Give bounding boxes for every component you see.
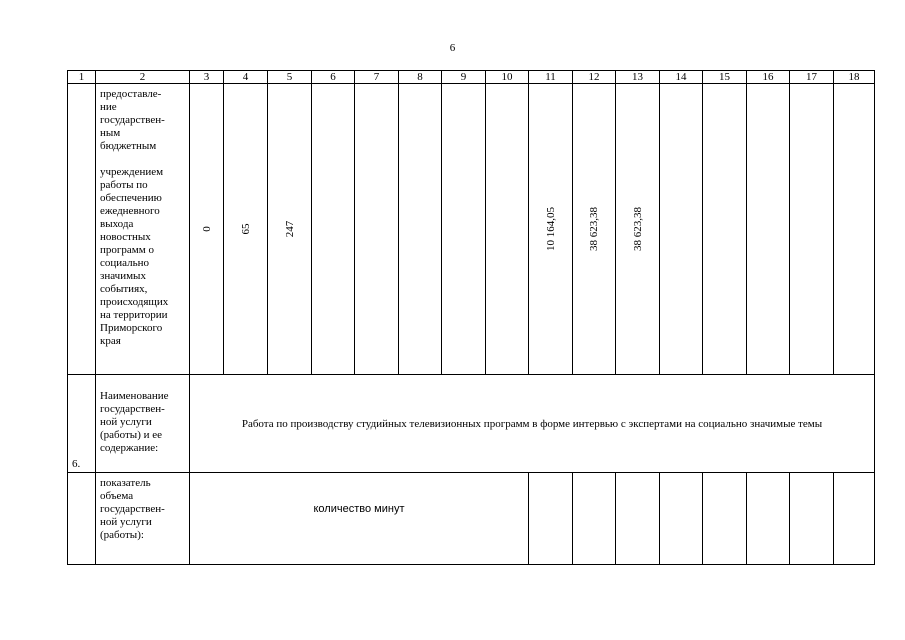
budget-table [67, 70, 875, 565]
header-cell: 15 [703, 71, 747, 84]
label-cell [96, 375, 190, 473]
value-col5: 247 [283, 220, 296, 238]
empty-cell [747, 473, 790, 565]
description-cell [96, 84, 190, 375]
row-number-cell [68, 84, 96, 375]
header-cell: 3 [190, 71, 224, 84]
header-cell: 6 [312, 71, 355, 84]
header-cell: 12 [573, 71, 616, 84]
description-text: предоставле- ние государствен- ным бюджетным учреждением работы по обеспечению ежедневного выхода новостных программ о социально значимых событиях, происходящих на территории Приморского края [100, 88, 169, 347]
row-number-cell: 6. [68, 375, 96, 473]
empty-cell [834, 84, 875, 375]
empty-cell [399, 84, 442, 375]
volume-indicator-label: показатель объема государствен- ной услуги (работы): [100, 477, 165, 541]
header-cell: 7 [355, 71, 399, 84]
empty-cell [703, 84, 747, 375]
header-cell: 4 [224, 71, 268, 84]
table-row [68, 375, 875, 473]
empty-cell [790, 473, 834, 565]
value-cell [224, 84, 268, 375]
empty-cell [747, 84, 790, 375]
value-col13: 38 623,38 [631, 207, 644, 251]
empty-cell [660, 84, 703, 375]
empty-cell [529, 473, 573, 565]
header-cell: 14 [660, 71, 703, 84]
row-number-cell [68, 473, 96, 565]
label-cell [96, 473, 190, 565]
empty-cell [660, 473, 703, 565]
header-cell: 13 [616, 71, 660, 84]
table-row [68, 473, 875, 565]
empty-cell [355, 84, 399, 375]
value-cell [616, 84, 660, 375]
service-name-value: Работа по производству студийных телевизионных программ в форме интервью с экспертами на социально значимые темы [190, 375, 875, 473]
service-name-label: Наименование государствен- ной услуги (работы) и ее содержание: [100, 390, 169, 454]
table-row [68, 84, 875, 375]
header-cell: 16 [747, 71, 790, 84]
header-row [68, 71, 875, 84]
value-col11: 10 164,05 [544, 207, 557, 251]
empty-cell [703, 473, 747, 565]
unit-cell [190, 473, 529, 565]
header-cell: 10 [486, 71, 529, 84]
header-cell: 1 [68, 71, 96, 84]
value-cell [573, 84, 616, 375]
empty-cell [312, 84, 355, 375]
header-cell: 8 [399, 71, 442, 84]
header-cell: 11 [529, 71, 573, 84]
empty-cell [486, 84, 529, 375]
empty-cell [790, 84, 834, 375]
empty-cell [616, 473, 660, 565]
value-cell [529, 84, 573, 375]
value-col3: 0 [200, 226, 213, 232]
empty-cell [573, 473, 616, 565]
value-cell [268, 84, 312, 375]
value-col4: 65 [239, 223, 252, 235]
empty-cell [442, 84, 486, 375]
header-cell: 9 [442, 71, 486, 84]
value-col12: 38 623,38 [588, 207, 600, 251]
header-cell: 5 [268, 71, 312, 84]
value-cell [190, 84, 224, 375]
header-cell: 2 [96, 71, 190, 84]
page-number: 6 [449, 42, 456, 54]
unit-text: количество минут [313, 503, 405, 515]
header-cell: 18 [834, 71, 875, 84]
header-cell: 17 [790, 71, 834, 84]
empty-cell [834, 473, 875, 565]
